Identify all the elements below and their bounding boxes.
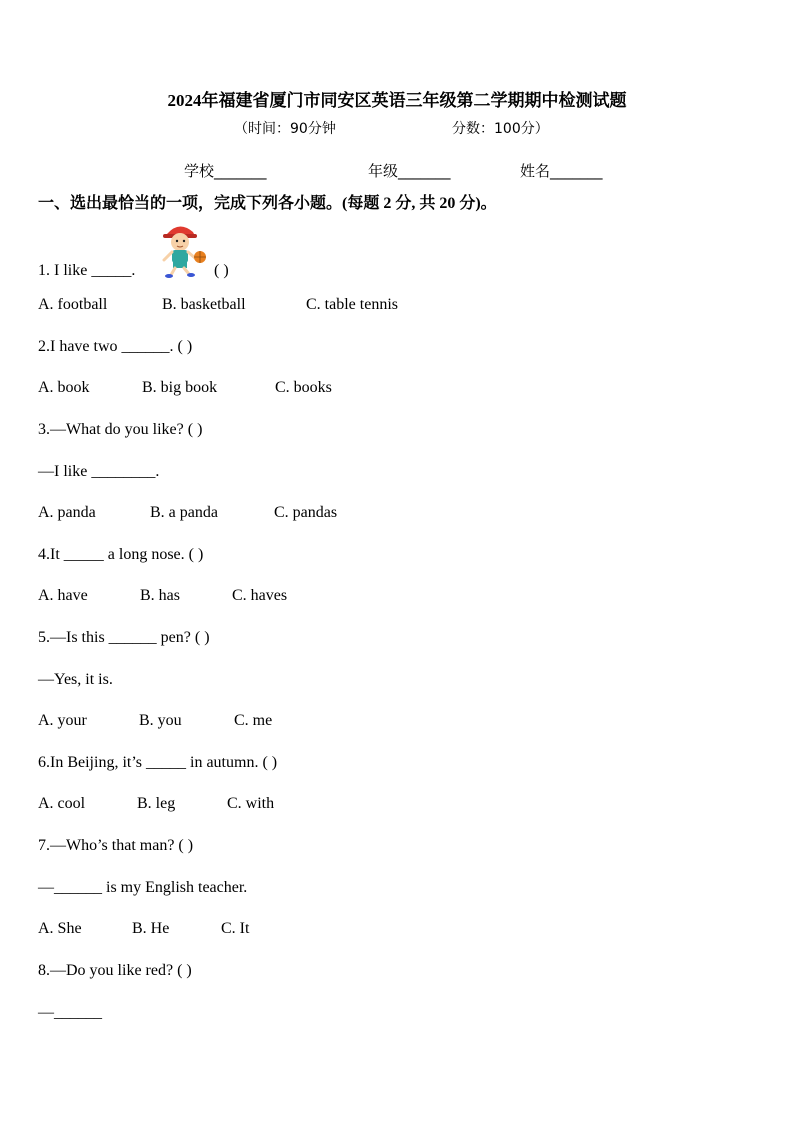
question-6-option-a: A. cool	[38, 795, 86, 812]
question-2-stem: 2.I have two ______. ( )	[38, 338, 193, 355]
question-7-response: —______ is my English teacher.	[38, 879, 248, 896]
name-field: 姓名_______	[520, 162, 603, 180]
question-1-option-c: C. table tennis	[306, 296, 398, 313]
question-4-stem: 4.It _____ a long nose. ( )	[38, 546, 204, 563]
question-4-option-b: B. has	[140, 587, 180, 604]
question-1-stem: 1. I like _____.	[38, 262, 136, 279]
question-7-option-c: C. It	[221, 920, 250, 937]
question-1-option-b: B. basketball	[162, 296, 246, 313]
section-heading: 一、选出最恰当的一项，完成下列各小题。(每题 2 分, 共 20 分)。	[38, 195, 497, 212]
question-6-option-c: C. with	[227, 795, 275, 812]
question-7-option-b: B. He	[132, 920, 170, 937]
question-5-response: —Yes, it is.	[38, 671, 113, 688]
question-3-option-a: A. panda	[38, 504, 96, 521]
question-7-stem: 7.—Who’s that man? ( )	[38, 837, 194, 854]
question-3-option-c: C. pandas	[274, 504, 338, 521]
question-2-option-c: C. books	[275, 379, 332, 396]
question-5-option-c: C. me	[234, 712, 273, 729]
question-4-option-a: A. have	[38, 587, 88, 604]
question-8-response: —______	[38, 1004, 102, 1021]
exam-time: （时间：90分钟	[234, 121, 336, 137]
question-4-option-c: C. haves	[232, 587, 288, 604]
page-title: 2024年福建省厦门市同安区英语三年级第二学期期中检测试题	[167, 91, 627, 110]
question-1-answer-paren: ( )	[214, 262, 229, 279]
question-6-option-b: B. leg	[137, 795, 176, 812]
basketball-player-icon	[155, 220, 210, 278]
question-5-option-a: A. your	[38, 712, 87, 729]
question-5-option-b: B. you	[139, 712, 182, 729]
question-3-response: —I like ________.	[38, 463, 160, 480]
school-field: 学校_______	[184, 162, 267, 180]
question-8-stem: 8.—Do you like red? ( )	[38, 962, 192, 979]
exam-score: 分数：100分）	[452, 121, 549, 137]
question-5-stem: 5.—Is this ______ pen? ( )	[38, 629, 210, 646]
question-2-option-b: B. big book	[142, 379, 218, 396]
question-1-option-a: A. football	[38, 296, 108, 313]
question-7-option-a: A. She	[38, 920, 82, 937]
grade-field: 年级_______	[368, 162, 451, 180]
question-3-stem: 3.—What do you like? ( )	[38, 421, 203, 438]
question-3-option-b: B. a panda	[150, 504, 218, 521]
question-6-stem: 6.In Beijing, it’s _____ in autumn. ( )	[38, 754, 278, 771]
question-2-option-a: A. book	[38, 379, 90, 396]
